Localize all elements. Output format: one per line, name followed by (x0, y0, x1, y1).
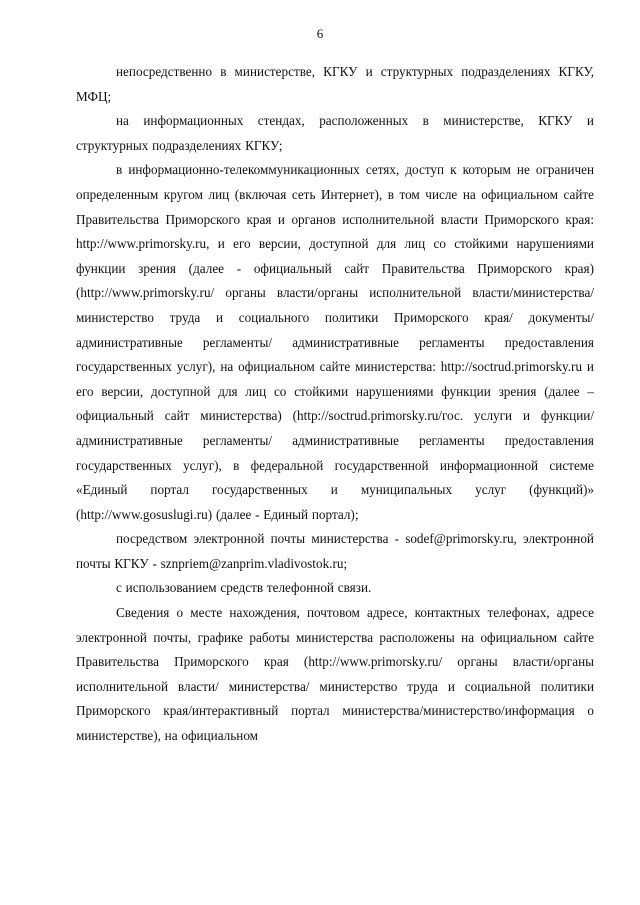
paragraph-info-stands: на информационных стендах, расположенных в министерстве, КГКУ и структурных подразделениях КГКУ; (76, 113, 594, 153)
paragraph-internet-sites: в информационно-телекоммуникационных сетях, доступ к которым не ограничен определенным кругом лиц (включая сеть Интернет), в том числе на официальном сайте Правительства Приморского края и органов исполнительной власти Приморского края: http://www.primorsky.ru, и его версии, доступной для лиц со стойкими нарушениями функции зрения (далее - официальный сайт Правительства Приморского края) (http://www.primorsky.ru/ органы власти/органы исполнительной власти/министерства/министерство труда и социального политики Приморского края/ документы/ административные регламенты/ административные регламенты предоставления государственных услуг), на официальном сайте министерства: http://soctrud.primorsky.ru и его версии, доступной для лиц со стойкими нарушениями функции зрения (далее – официальный сайт министерства) (http://soctrud.primorsky.ru/гос. услуги и функции/ административные регламенты/ административные регламенты предоставления государственных услуг), в федеральной государственной информационной системе «Единый портал государственных и муниципальных услуг (функций)» (http://www.gosuslugi.ru) (далее - Единый портал); (76, 162, 594, 522)
page-number: 6 (316, 26, 324, 41)
paragraph-contact-info: Сведения о месте нахождения, почтовом адресе, контактных телефонах, адресе электронной почты, графике работы министерства расположены на официальном сайте Правительства Приморского края (http://www.primorsky.ru/ органы власти/органы исполнительной власти/ министерства/ министерство труда и социальной политики Приморского края/интерактивный портал министерства/министерство/информация о министерстве), на официальном (76, 605, 594, 744)
paragraph-email: посредством электронной почты министерства - sodef@primorsky.ru, электронной почты КГКУ - sznpriem@zanprim.vladivostok.ru; (76, 531, 594, 571)
paragraph-ministry-mfc: непосредственно в министерстве, КГКУ и структурных подразделениях КГКУ, МФЦ; (76, 64, 594, 104)
paragraph-telephone: с использованием средств телефонной связи. (116, 580, 372, 596)
document-body (76, 60, 594, 749)
